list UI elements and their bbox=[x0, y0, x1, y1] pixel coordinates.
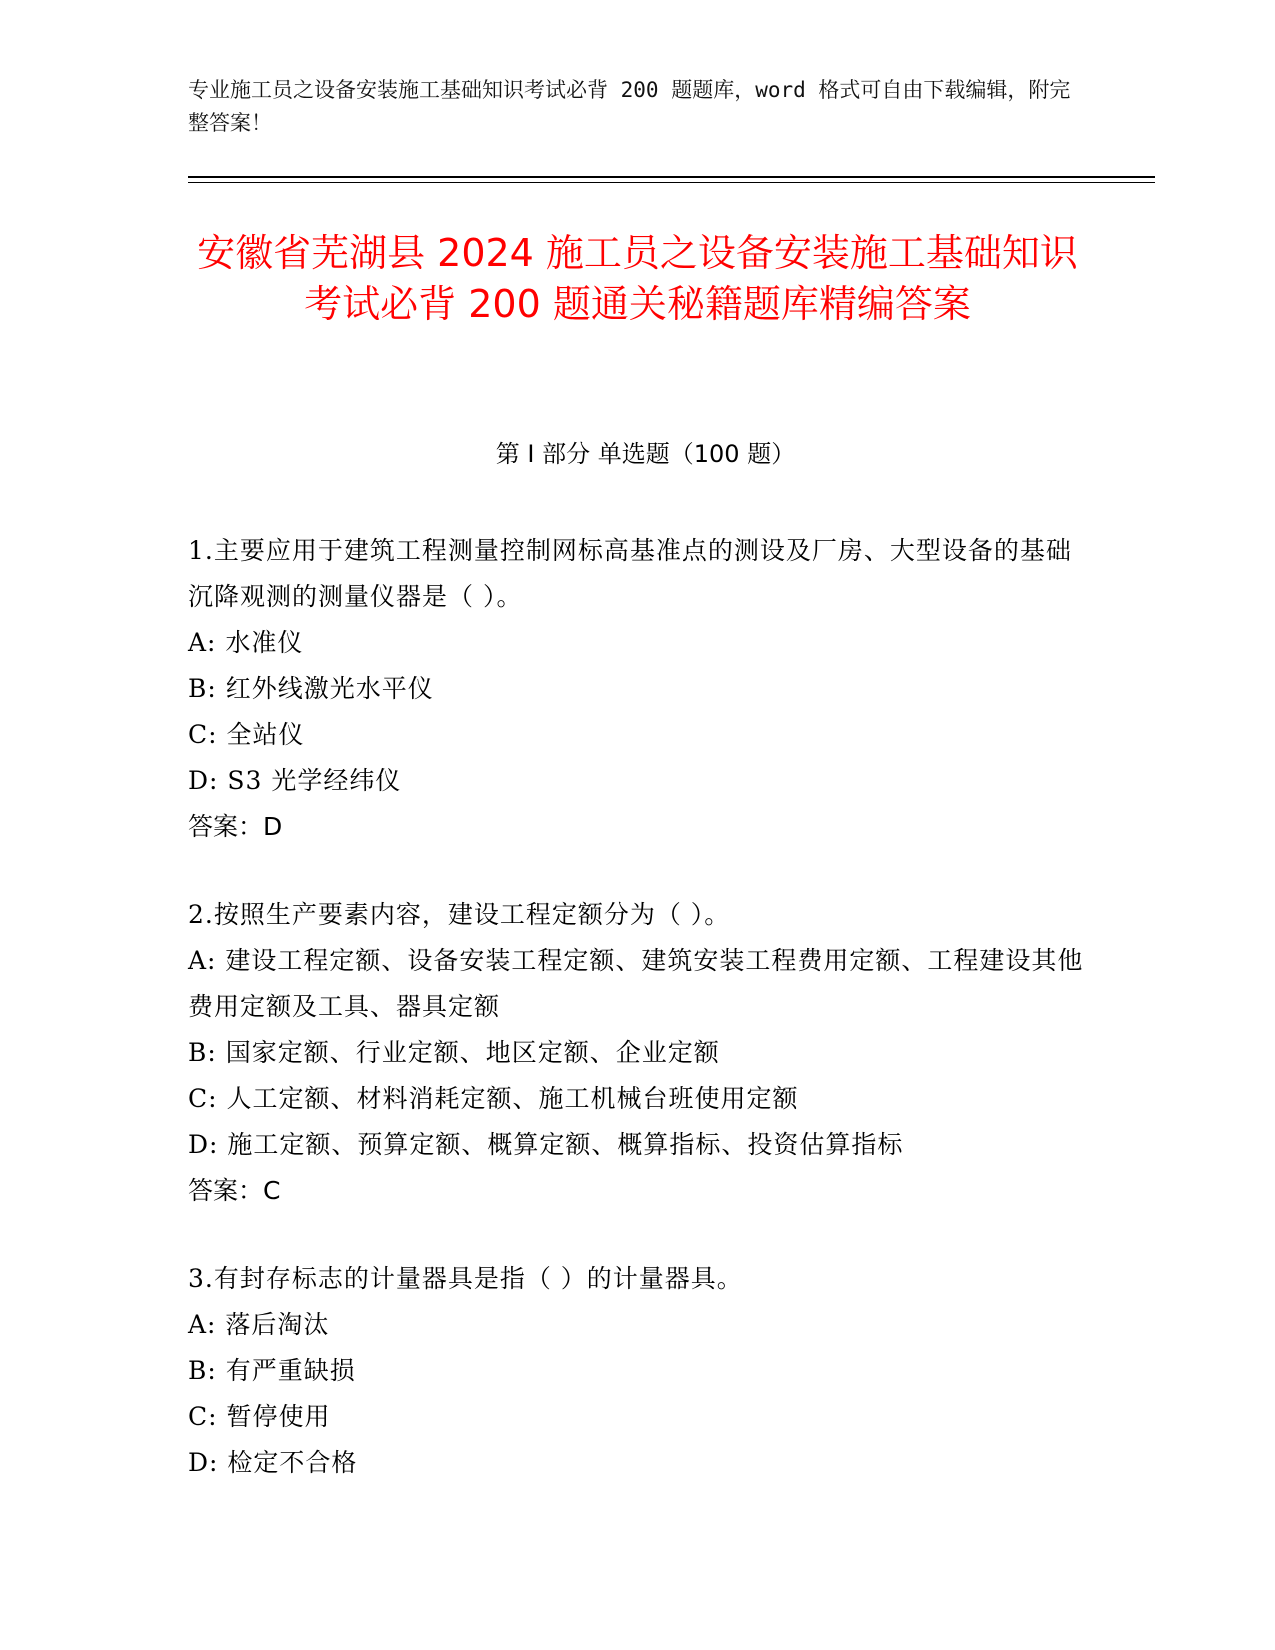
answer: 答案：C bbox=[188, 1176, 281, 1205]
question-stem: 1.主要应用于建筑工程测量控制网标高基准点的测设及厂房、大型设备的基础沉降观测的测量仪器是（ ）。 bbox=[188, 536, 1072, 611]
option-d: D: S3 光学经纬仪 bbox=[188, 766, 402, 795]
header-rule bbox=[188, 176, 1155, 178]
option-d: D: 检定不合格 bbox=[188, 1448, 358, 1477]
option-b: B: 有严重缺损 bbox=[188, 1356, 356, 1385]
section-title: 第 I 部分 单选题（100 题） bbox=[495, 440, 796, 468]
option-b: B: 红外线激光水平仪 bbox=[188, 674, 434, 703]
option-a: A: 落后淘汰 bbox=[188, 1310, 330, 1339]
option-c: C: 全站仪 bbox=[188, 720, 305, 749]
question-list bbox=[188, 528, 1088, 1528]
option-a: A: 建设工程定额、设备安装工程定额、建筑安装工程费用定额、工程建设其他费用定额及工具、器具定额 bbox=[188, 946, 1084, 1021]
option-c: C: 人工定额、材料消耗定额、施工机械台班使用定额 bbox=[188, 1084, 799, 1113]
question-stem: 3.有封存标志的计量器具是指（ ）的计量器具。 bbox=[188, 1264, 743, 1293]
option-c: C: 暂停使用 bbox=[188, 1402, 331, 1431]
question-3 bbox=[188, 1256, 1088, 1486]
header-note: 专业施工员之设备安装施工基础知识考试必背 200 题题库，word 格式可自由下载编辑，附完整答案！ bbox=[188, 78, 1071, 135]
option-a: A: 水准仪 bbox=[188, 628, 304, 657]
option-d: D: 施工定额、预算定额、概算定额、概算指标、投资估算指标 bbox=[188, 1130, 904, 1159]
question-1 bbox=[188, 528, 1088, 850]
question-stem: 2.按照生产要素内容，建设工程定额分为（ ）。 bbox=[188, 900, 731, 929]
question-2 bbox=[188, 892, 1088, 1214]
option-b: B: 国家定额、行业定额、地区定额、企业定额 bbox=[188, 1038, 720, 1067]
header-rule-thin bbox=[188, 182, 1155, 183]
answer: 答案：D bbox=[188, 812, 283, 841]
document-title: 安徽省芜湖县 2024 施工员之设备安装施工基础知识考试必背 200 题通关秘籍题库精编答案 bbox=[197, 231, 1078, 326]
